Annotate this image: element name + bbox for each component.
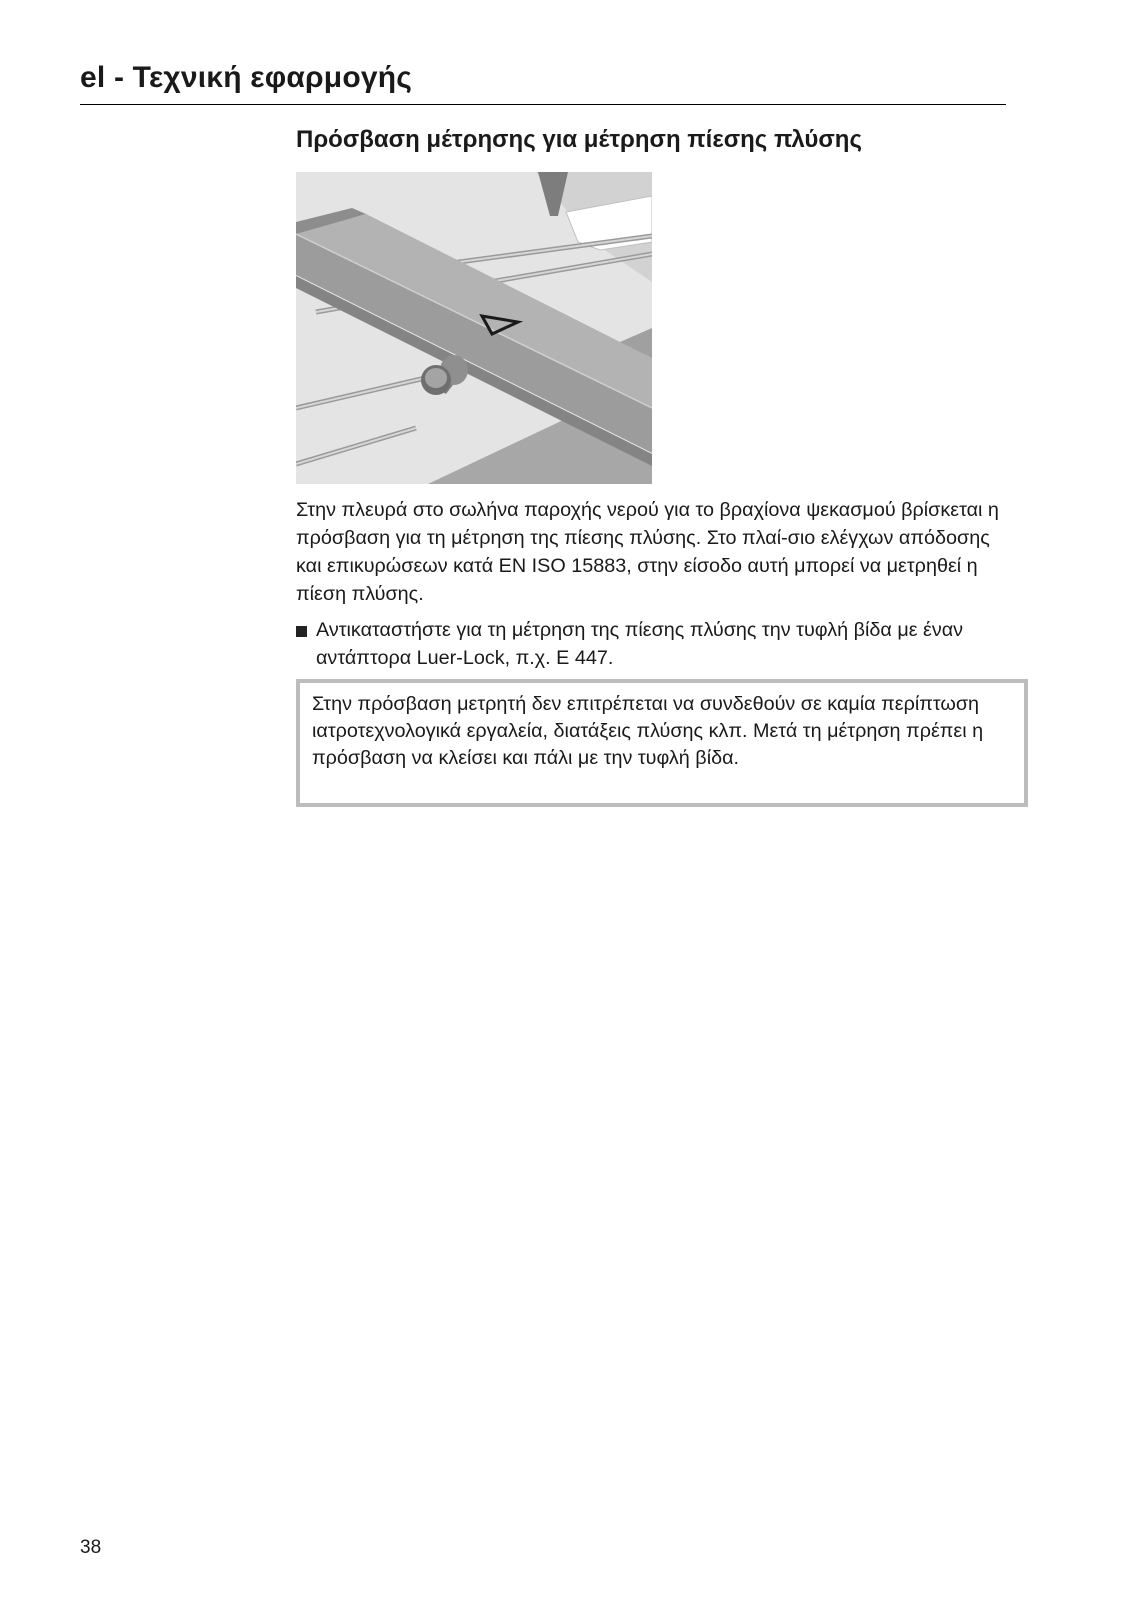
bullet-square-icon (296, 626, 307, 637)
instruction-text: Αντικαταστήστε για τη μέτρηση της πίεσης πλύσης την τυφλή βίδα με έναν αντάπτορα Luer-Lock, π.χ. E 447. (316, 619, 964, 669)
spray-arm-illustration (296, 172, 652, 484)
body-paragraph: Στην πλευρά στο σωλήνα παροχής νερού για το βραχίονα ψεκασμού βρίσκεται η πρόσβαση για τη μέτρηση της πίεσης πλύσης. Στο πλαί-σιο ελέγχων απόδοσης και επικυρώσεων κατά EN ISO 15883, στην είσοδο αυτή μπορεί να μετρηθεί η πίεση πλύσης. (296, 499, 999, 605)
note-text: Στην πρόσβαση μετρητή δεν επιτρέπεται να συνδεθούν σε καμία περίπτωση ιατροτεχνολογικά εργαλεία, διατάξεις πλύσης κλπ. Μετά τη μέτρηση πρέπει η πρόσβαση να κλείσει και πάλι με την τυφλή βίδα. (312, 693, 984, 769)
section-title: Πρόσβαση μέτρησης για μέτρηση πίεσης πλύσης (296, 126, 862, 153)
instruction-item (296, 616, 1016, 672)
page-header-title: el - Τεχνική εφαρμογής (80, 61, 413, 94)
note-box (296, 679, 1028, 807)
page-header (80, 58, 1006, 105)
page-number: 38 (80, 1537, 102, 1558)
spray-arm-figure (296, 172, 652, 484)
